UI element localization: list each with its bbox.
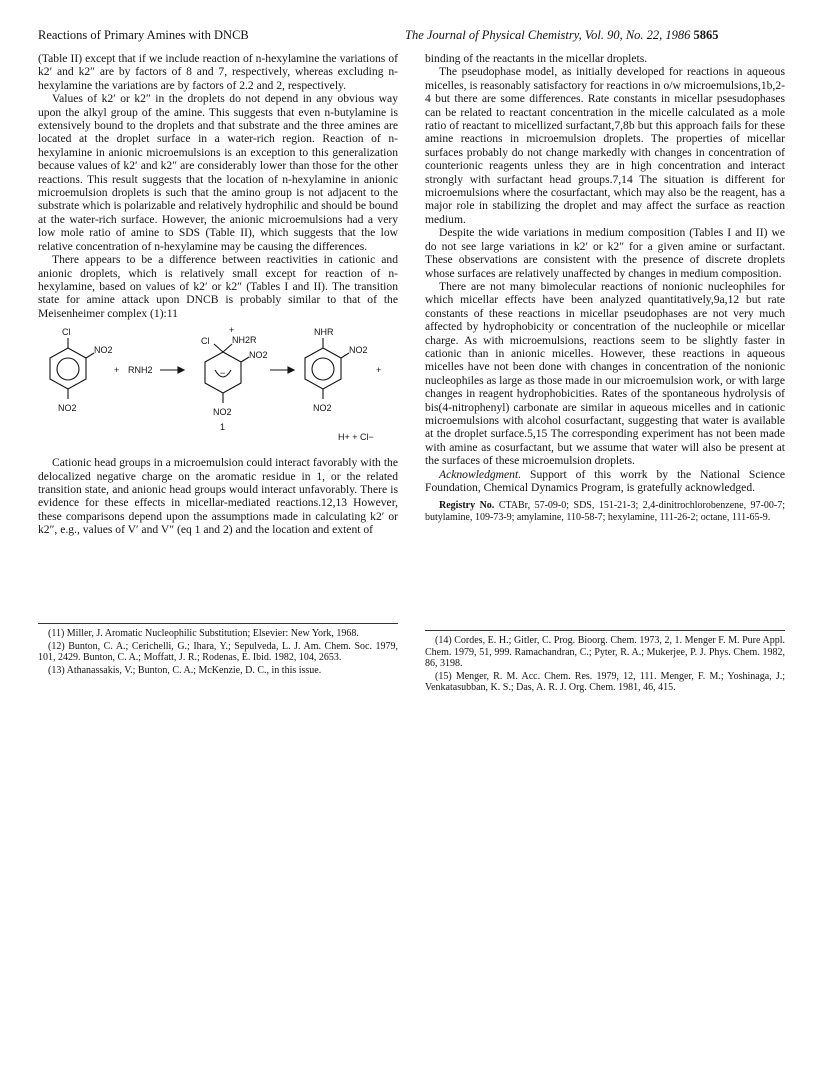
amine-reagent: RNH2 <box>128 365 153 376</box>
dncb-no2-para: NO2 <box>58 403 77 414</box>
registry-label: Registry No. <box>439 500 495 512</box>
complex-nh2r-label: NH2R <box>232 335 257 346</box>
footnote-11: (11) Miller, J. Aromatic Nucleophilic Substitution; Elsevier: New York, 1968. <box>48 628 359 639</box>
complex-no2-para: NO2 <box>213 407 232 418</box>
product-nhr-label: NHR <box>314 327 334 338</box>
page-number: 5865 <box>693 28 719 42</box>
running-header-title: Reactions of Primary Amines with DNCB <box>38 28 249 42</box>
dncb-structure <box>50 338 94 399</box>
footnote-13: (13) Athanassakis, V.; Bunton, C. A.; McKenzie, D. C., in this issue. <box>48 664 322 676</box>
right-paragraph-4: There are not many bimolecular reactions of nonionic nucleophiles for which micellar effects have been analyzed quantitatively,9a,12 but rate constants of these reactions in micellar pseudophases are not very much affected by hydrophobicity or concentration of the nucleophile or micellar charge. As with microemulsions, reactions seem to be slightly faster in cationic than in anionic micelles. However, these reactions in aqueous micelles have not been done with changes in concentration of the nonionic nucleophiles as large as those made in our microemulsion work, or with large changes in reagent hydrophobicities. Rates of the spontaneous hydrolysis of bis(4-nitrophenyl) carbonate are similar in aqueous micelles and in cationic microemulsions with alcohol cosurfactant, suggesting that water is available at the droplet surface.5,15 The corresponding experiment has not been made with amine as cosurfactant, but we assume that water will also be present at the surfaces of these microemulsion droplets. <box>425 279 785 468</box>
registry-numbers <box>425 500 785 524</box>
negative-charge-symbol: − <box>220 368 226 379</box>
meisenheimer-complex-structure <box>205 344 249 403</box>
acknowledgment-label: Acknowledgment. <box>439 467 522 481</box>
left-paragraph-4: Cationic head groups in a microemulsion could interact favorably with the delocalized negative charge on the aromatic residue in 1, or the related transition state, and anionic head groups would interact unfavorably. There is evidence for these effects in micellar-mediated reactions.12,13 However, these comparisons depend upon the assumptions made in calculating k2′ or k2″, e.g., values of V′ and V″ (eq 1 and 2) and the location and extent of <box>38 456 398 537</box>
footnotes-left <box>38 628 398 677</box>
registry-text: CTABr, 57-09-0; SDS, 151-21-3; 2,4-dinitrochlorobenzene, 97-00-7; butylamine, 109-73-9; amylamine, 110-58-7; hexylamine, 111-26-2; octane, 111-65-9. <box>425 500 786 524</box>
right-paragraph-2: The pseudophase model, as initially developed for reactions in aqueous micelles, is reasonably satisfactory for reactions in o/w microemulsions,1b,2-4 but there are some differences. Rate constants in micellar psesudophases can be related to reactant concentration in the micelle calculated as a mole ratio of reactant to micellized surfactant,7,8b but this approach fails for these amine reactions in microemulsion droplets. The properties of micellar surfaces probably do not change markedly with changes in concentration of counterionic reagents unless they are in high concentration and interact strongly with surfactant head groups.7,14 The situation is different for microemulsions where the cosurfactant, which may also be the reagent, has a major role in stabilizing the droplet and may affect the surface as reaction medium. <box>425 65 785 226</box>
complex-cl-label: Cl <box>201 336 210 347</box>
left-paragraph-3: There appears to be a difference between reactivities in cationic and anionic droplets, which is relatively small except for reaction of n-hexylamine, based on values of k2′ or k2″ (Tables I and II). The transition state for amine attack upon DNCB is probably similar to that of the Meisenheimer complex (1):11 <box>38 253 398 320</box>
right-paragraph-1: binding of the reactants in the micellar droplets. <box>425 52 648 65</box>
right-column <box>425 52 785 524</box>
plus-sign-2: + <box>376 365 382 376</box>
product-no2-ortho: NO2 <box>349 345 368 356</box>
running-header-journal <box>405 28 719 43</box>
ammonium-charge: + <box>229 326 235 336</box>
reaction-arrow-2 <box>270 367 294 373</box>
compound-label-1: 1 <box>220 422 226 433</box>
footnote-divider-left <box>38 623 398 624</box>
meisenheimer-reaction-scheme <box>38 326 398 446</box>
acknowledgment <box>425 468 785 495</box>
footnote-14: (14) Cordes, E. H.; Gitler, C. Prog. Bioorg. Chem. 1973, 2, 1. Menger F. M. Pure Appl. Chem. 1979, 51, 999. Ramachandran, C.; Pyter, R. A.; Mukerjee, P. J. Phys. Chem. 1982, 86, 3198. <box>425 635 785 670</box>
footnote-12: (12) Bunton, C. A.; Cerichelli, G.; Ihara, Y.; Sepulveda, L. J. Am. Chem. Soc. 1979, 101, 2429. Bunton, C. A.; Moffatt, J. R.; Rodenas, E. Ibid. 1982, 104, 2653. <box>38 640 398 664</box>
acknowledgment-text: Support of this worrk by the National Science Foundation, Chemical Dynamics Program, is gratefully acknowledged. <box>425 467 785 494</box>
reaction-arrow <box>160 367 184 373</box>
footnote-divider-right <box>425 630 785 631</box>
left-paragraph-1: (Table II) except that if we include reaction of n-hexylamine the variations of k2′ and k2″ are by factors of 8 and 7, respectively, whereas excluding n-hexylamine the variations are by factors of 2.2 and 2, respectively. <box>38 52 398 92</box>
complex-no2-ortho: NO2 <box>249 350 268 361</box>
footnote-15: (15) Menger, R. M. Acc. Chem. Res. 1979, 12, 111. Menger, F. M.; Yoshinaga, J.; Venkatasubban, K. S.; Das, A. R. J. Org. Chem. 1981, 46, 415. <box>425 670 785 694</box>
footnotes-right <box>425 635 785 695</box>
dncb-no2-ortho: NO2 <box>94 345 113 356</box>
right-paragraph-3: Despite the wide variations in medium composition (Tables I and II) we do not see large variations in k2′ or k2″ for a given amine or surfactant. These observations are consistent with the presence of discrete droplets whose surfaces are relatively unaffected by changes in medium composition. <box>425 226 785 280</box>
left-paragraph-2: Values of k2′ or k2″ in the droplets do not depend in any obvious way upon the alkyl group of the amine. This suggests that even n-butylamine is extensively bound to the droplets and that substrate and the three amines are located at the droplet surface in a water-rich region. Reaction of n-hexylamine in anionic microemulsions is an exception to this generalization because values of k2′ and k2″ are considerably lower than those for the other reactions. This result suggests that the location of n-hexylamine in anionic microemulsion droplets is such that the amino group is not adjacent to the substrate which is polarizable and relatively hydrophilic and should be bound at the water-rich surface. However, the anionic microemulsions had a very low mole ratio of amine to SDS (Table II), which suggests that the low relative concentration of n-hexylamine may be causing the differences. <box>38 92 398 253</box>
journal-citation: The Journal of Physical Chemistry, Vol. 90, No. 22, 1986 <box>405 28 691 42</box>
plus-sign: + <box>114 365 120 376</box>
product-structure <box>305 338 349 399</box>
left-column <box>38 52 398 537</box>
product-no2-para: NO2 <box>313 403 332 414</box>
dncb-cl-label: Cl <box>62 327 71 338</box>
byproducts: H+ + Cl− <box>338 432 374 443</box>
